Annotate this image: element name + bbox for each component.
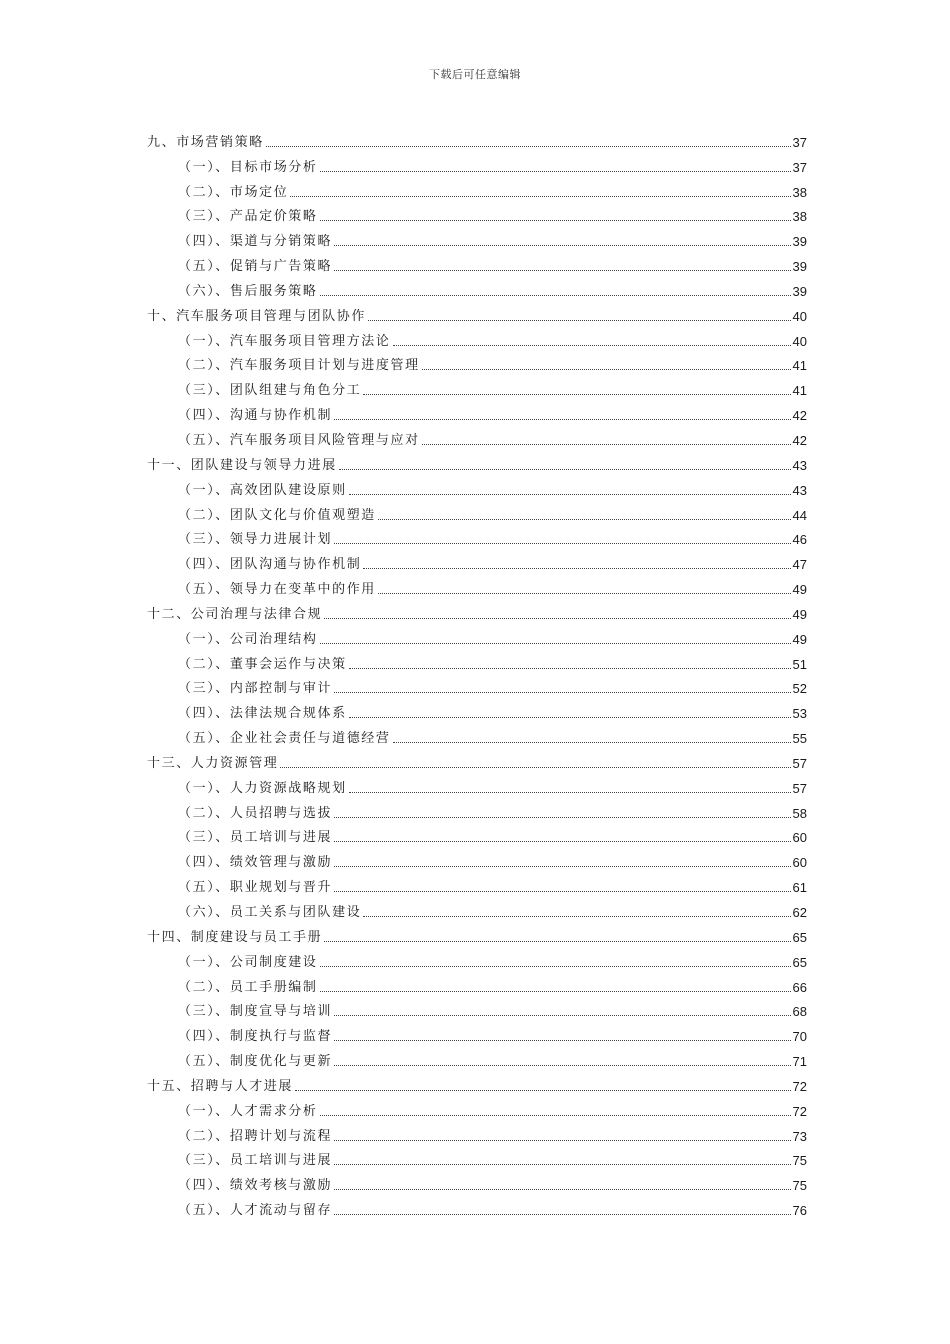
toc-leader-dots (368, 320, 791, 321)
toc-section-entry[interactable] (147, 424, 807, 449)
toc-leader-dots (363, 394, 790, 395)
toc-entry-title: （二）、员工手册编制 (178, 979, 318, 995)
toc-entry-title: （一）、目标市场分析 (178, 159, 318, 175)
toc-leader-dots (349, 668, 791, 669)
toc-leader-dots (422, 369, 791, 370)
toc-section-entry[interactable] (147, 225, 807, 250)
toc-entry-title: （五）、促销与广告策略 (178, 259, 333, 275)
toc-entry-title: 十一、团队建设与领导力进展 (147, 457, 337, 473)
toc-section-entry[interactable] (147, 250, 807, 275)
toc-leader-dots (324, 618, 790, 619)
toc-leader-dots (334, 891, 790, 892)
toc-section-entry[interactable] (147, 722, 807, 747)
toc-page-number: 57 (792, 755, 807, 771)
toc-page-number: 41 (792, 358, 807, 374)
toc-entry-title: （四）、沟通与协作机制 (178, 408, 333, 424)
toc-leader-dots (320, 171, 791, 172)
toc-entry-title: （二）、汽车服务项目计划与进度管理 (178, 358, 420, 374)
toc-leader-dots (363, 568, 790, 569)
toc-section-entry[interactable] (147, 971, 807, 996)
toc-page-number: 46 (792, 532, 807, 548)
toc-page-number: 68 (792, 1004, 807, 1020)
toc-entry-title: 十五、招聘与人才进展 (147, 1078, 294, 1094)
toc-section-entry[interactable] (147, 1095, 807, 1120)
toc-chapter-entry[interactable] (147, 449, 807, 474)
toc-leader-dots (349, 792, 791, 793)
toc-leader-dots (393, 742, 791, 743)
toc-entry-title: （五）、职业规划与晋升 (178, 880, 333, 896)
toc-entry-title: （四）、渠道与分销策略 (178, 234, 333, 250)
toc-leader-dots (320, 295, 791, 296)
toc-entry-title: （二）、人员招聘与选拔 (178, 805, 333, 821)
toc-page-number: 40 (792, 308, 807, 324)
toc-section-entry[interactable] (147, 846, 807, 871)
toc-section-entry[interactable] (147, 871, 807, 896)
toc-page-number: 65 (792, 929, 807, 945)
toc-entry-title: （二）、市场定位 (178, 184, 289, 200)
toc-leader-dots (339, 469, 791, 470)
toc-leader-dots (334, 543, 790, 544)
toc-section-entry[interactable] (147, 673, 807, 698)
toc-section-entry[interactable] (147, 822, 807, 847)
toc-section-entry[interactable] (147, 275, 807, 300)
toc-section-entry[interactable] (147, 623, 807, 648)
toc-entry-title: （二）、招聘计划与流程 (178, 1128, 333, 1144)
toc-entry-title: （五）、制度优化与更新 (178, 1054, 333, 1070)
table-of-contents (147, 126, 807, 1219)
toc-leader-dots (334, 1164, 790, 1165)
toc-entry-title: 十、汽车服务项目管理与团队协作 (147, 308, 367, 324)
toc-entry-title: （三）、员工培训与进展 (178, 1153, 333, 1169)
toc-chapter-entry[interactable] (147, 598, 807, 623)
toc-leader-dots (334, 692, 790, 693)
toc-leader-dots (334, 270, 790, 271)
toc-entry-title: （三）、制度宣导与培训 (178, 1004, 333, 1020)
toc-entry-title: （一）、人力资源战略规划 (178, 780, 347, 796)
toc-section-entry[interactable] (147, 499, 807, 524)
toc-section-entry[interactable] (147, 350, 807, 375)
toc-section-entry[interactable] (147, 1045, 807, 1070)
toc-section-entry[interactable] (147, 399, 807, 424)
toc-section-entry[interactable] (147, 374, 807, 399)
toc-leader-dots (334, 841, 790, 842)
toc-entry-title: （四）、团队沟通与协作机制 (178, 557, 362, 573)
toc-page-number: 43 (792, 482, 807, 498)
toc-leader-dots (393, 345, 791, 346)
toc-section-entry[interactable] (147, 151, 807, 176)
toc-page-number: 47 (792, 557, 807, 573)
toc-leader-dots (266, 146, 791, 147)
toc-page-number: 60 (792, 855, 807, 871)
toc-section-entry[interactable] (147, 797, 807, 822)
toc-leader-dots (280, 767, 790, 768)
toc-entry-title: 十二、公司治理与法律合规 (147, 606, 323, 622)
toc-section-entry[interactable] (147, 996, 807, 1021)
toc-leader-dots (334, 1065, 790, 1066)
toc-entry-title: （四）、绩效管理与激励 (178, 855, 333, 871)
toc-entry-title: （四）、制度执行与监督 (178, 1029, 333, 1045)
toc-page-number: 65 (792, 954, 807, 970)
toc-leader-dots (349, 717, 791, 718)
toc-page-number: 61 (792, 880, 807, 896)
toc-page-number: 55 (792, 731, 807, 747)
toc-page-number: 39 (792, 234, 807, 250)
toc-entry-title: （二）、董事会运作与决策 (178, 656, 347, 672)
toc-page-number: 52 (792, 681, 807, 697)
toc-leader-dots (334, 1015, 790, 1016)
toc-page-number: 38 (792, 209, 807, 225)
toc-page-number: 71 (792, 1054, 807, 1070)
toc-leader-dots (320, 991, 791, 992)
toc-leader-dots (334, 817, 790, 818)
toc-page-number: 49 (792, 582, 807, 598)
toc-entry-title: （五）、领导力在变革中的作用 (178, 582, 376, 598)
toc-section-entry[interactable] (147, 524, 807, 549)
toc-leader-dots (290, 196, 790, 197)
toc-page-number: 62 (792, 905, 807, 920)
toc-entry-title: （一）、高效团队建设原则 (178, 482, 347, 498)
toc-leader-dots (324, 941, 790, 942)
toc-section-entry[interactable] (147, 325, 807, 350)
toc-entry-title: （六）、售后服务策略 (178, 283, 318, 299)
toc-page-number: 51 (792, 656, 807, 672)
toc-page-number: 43 (792, 457, 807, 473)
toc-page-number: 41 (792, 383, 807, 399)
toc-page-number: 42 (792, 432, 807, 448)
toc-page-number: 72 (792, 1078, 807, 1094)
toc-leader-dots (334, 866, 790, 867)
toc-page-number: 75 (792, 1178, 807, 1194)
toc-leader-dots (320, 643, 791, 644)
toc-section-entry[interactable] (147, 201, 807, 226)
toc-leader-dots (320, 1115, 791, 1116)
toc-leader-dots (334, 419, 790, 420)
toc-chapter-entry[interactable] (147, 921, 807, 946)
toc-section-entry[interactable] (147, 697, 807, 722)
toc-page-number: 60 (792, 830, 807, 846)
toc-page-number: 40 (792, 333, 807, 349)
toc-entry-title: （三）、领导力进展计划 (178, 532, 333, 548)
toc-leader-dots (320, 220, 791, 221)
toc-page-number: 39 (792, 283, 807, 299)
toc-section-entry[interactable] (147, 1120, 807, 1145)
toc-section-entry[interactable] (147, 548, 807, 573)
toc-page-number: 73 (792, 1128, 807, 1144)
toc-entry-title: （六）、员工关系与团队建设 (178, 905, 362, 920)
toc-leader-dots (378, 593, 791, 594)
toc-leader-dots (334, 1214, 790, 1215)
toc-page-number: 38 (792, 184, 807, 200)
toc-section-entry[interactable] (147, 1145, 807, 1170)
toc-chapter-entry[interactable] (147, 1070, 807, 1095)
toc-page-number: 72 (792, 1103, 807, 1119)
toc-section-entry[interactable] (147, 573, 807, 598)
toc-entry-title: （三）、员工培训与进展 (178, 830, 333, 846)
toc-leader-dots (349, 494, 791, 495)
toc-leader-dots (295, 1090, 791, 1091)
toc-page-number: 42 (792, 408, 807, 424)
toc-section-entry[interactable] (147, 474, 807, 499)
toc-page-number: 39 (792, 259, 807, 275)
toc-chapter-entry[interactable] (147, 747, 807, 772)
toc-leader-dots (363, 916, 790, 917)
toc-entry-title: （三）、内部控制与审计 (178, 681, 333, 697)
toc-entry-title: （一）、人才需求分析 (178, 1103, 318, 1119)
toc-page-number: 70 (792, 1029, 807, 1045)
toc-section-entry[interactable] (147, 648, 807, 673)
toc-leader-dots (334, 245, 790, 246)
toc-entry-title: （五）、人才流动与留存 (178, 1203, 333, 1219)
toc-entry-title: 十三、人力资源管理 (147, 755, 279, 771)
toc-section-entry[interactable] (147, 772, 807, 797)
toc-section-entry[interactable] (147, 176, 807, 201)
toc-entry-title: 九、市场营销策略 (147, 134, 264, 150)
toc-page-number: 57 (792, 780, 807, 796)
toc-entry-title: （三）、团队组建与角色分工 (178, 383, 362, 399)
toc-page-number: 37 (792, 134, 807, 150)
toc-entry-title: （一）、汽车服务项目管理方法论 (178, 333, 391, 349)
toc-section-entry[interactable] (147, 896, 807, 921)
toc-page-number: 53 (792, 706, 807, 722)
toc-entry-title: （一）、公司制度建设 (178, 954, 318, 970)
toc-page-number: 76 (792, 1203, 807, 1219)
toc-page-number: 37 (792, 159, 807, 175)
toc-section-entry[interactable] (147, 1020, 807, 1045)
toc-section-entry[interactable] (147, 946, 807, 971)
toc-entry-title: （四）、法律法规合规体系 (178, 706, 347, 722)
toc-section-entry[interactable] (147, 1194, 807, 1219)
toc-leader-dots (320, 966, 791, 967)
toc-leader-dots (334, 1140, 790, 1141)
toc-leader-dots (334, 1189, 790, 1190)
toc-chapter-entry[interactable] (147, 300, 807, 325)
toc-entry-title: （五）、汽车服务项目风险管理与应对 (178, 432, 420, 448)
toc-entry-title: （三）、产品定价策略 (178, 209, 318, 225)
toc-section-entry[interactable] (147, 1169, 807, 1194)
toc-page-number: 58 (792, 805, 807, 821)
toc-entry-title: （二）、团队文化与价值观塑造 (178, 507, 376, 523)
toc-entry-title: 十四、制度建设与员工手册 (147, 929, 323, 945)
toc-page-number: 66 (792, 979, 807, 995)
toc-entry-title: （四）、绩效考核与激励 (178, 1178, 333, 1194)
toc-leader-dots (334, 1040, 790, 1041)
toc-leader-dots (422, 444, 791, 445)
toc-page-number: 75 (792, 1153, 807, 1169)
toc-entry-title: （一）、公司治理结构 (178, 631, 318, 647)
toc-entry-title: （五）、企业社会责任与道德经营 (178, 731, 391, 747)
page-header: 下载后可任意编辑 (429, 68, 521, 81)
toc-leader-dots (378, 519, 791, 520)
toc-page-number: 44 (792, 507, 807, 523)
toc-chapter-entry[interactable] (147, 126, 807, 151)
toc-page-number: 49 (792, 631, 807, 647)
toc-page-number: 49 (792, 606, 807, 622)
